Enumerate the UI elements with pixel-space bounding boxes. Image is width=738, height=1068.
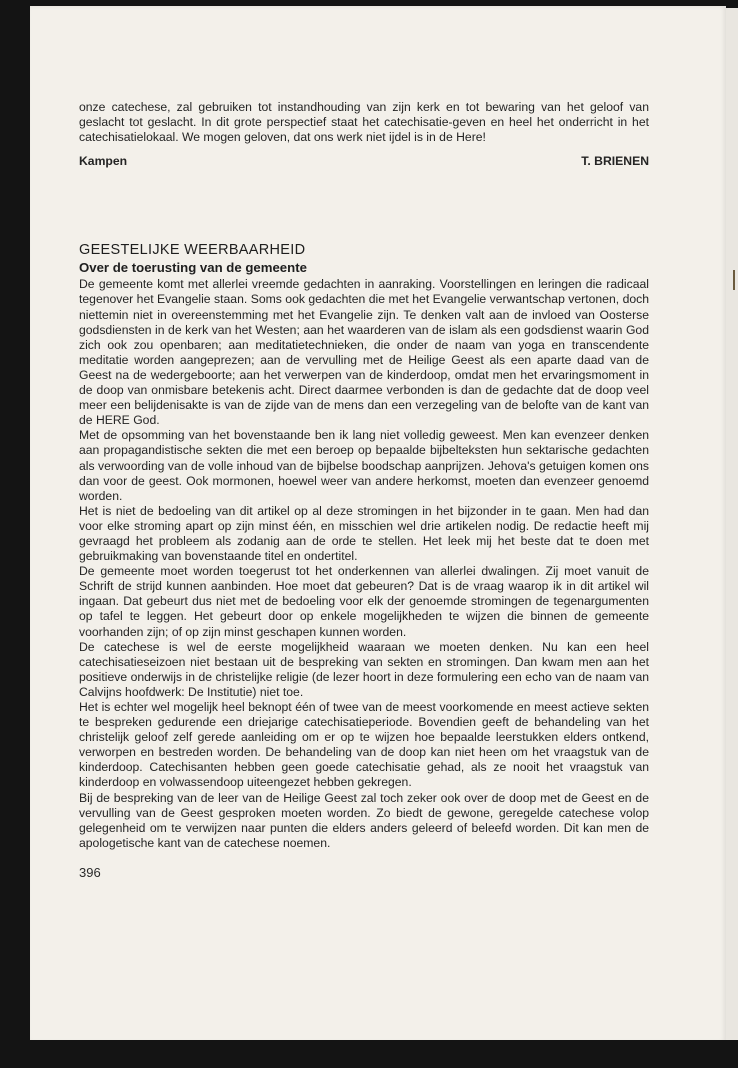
article-title: GEESTELIJKE WEERBAARHEID bbox=[79, 242, 306, 259]
signature-author: T. BRIENEN bbox=[581, 154, 649, 169]
paragraph-5: De catechese is wel de eerste mogelijkheid waaraan we moeten denken. Nu kan een heel catechisatieseizoen niet bestaan uit de bespreking van sekten en stromingen. Dan kwam men aan het positieve onderwijs in de christelijke religie (de lezer hoort in deze formulering een echo van de naam van Calvijns hoofdwerk: De Institutie) niet toe. bbox=[79, 639, 649, 699]
previous-article-closing: onze catechese, zal gebruiken tot instandhouding van zijn kerk en tot bewaring van het geloof van geslacht tot geslacht. In dit grote perspectief staat het catechisatie-geven en heel het onderricht in het catechisatielokaal. We mogen geloven, dat ons werk niet ijdel is in de Here! bbox=[79, 100, 649, 145]
signature-line bbox=[79, 154, 649, 169]
paragraph-6: Het is echter wel mogelijk heel beknopt één of twee van de meest voorkomende en meest actieve sekten te bespreken gedurende een driejarige catechisatieperiode. Bovendien geeft de behandeling van het christelijk geloof zelf gerede aanleiding om er op te wijzen hoe bepaalde leerstukken elders ontkend, verworpen en bestreden worden. De behandeling van de doop kan niet heen om het vraagstuk van de kinderdoop. Catechisanten hebben geen goede catechisatie gehad, als ze nooit het vraagstuk van kinderdoop en volwassendoop uiteengezet hebben gekregen. bbox=[79, 700, 649, 790]
paragraph-1: De gemeente komt met allerlei vreemde gedachten in aanraking. Voorstellingen en leringen die radicaal tegenover het Evangelie staan. Soms ook gedachten die met het Evangelie verwantschap vertonen, doch niettemin niet in overeenstemming met het Evangelie zijn. Te denken valt aan de invloed van Oosterse godsdiensten in de kerk van het Westen; aan het waarderen van de islam als een godsdienst waarin God zich ook zou openbaren; aan meditatietechnieken, die onder de naam van yoga en transcendente meditatie worden aangeprezen; aan de vervulling met de Heilige Geest als een aparte daad van de Geest na de wedergeboorte; aan het verwerpen van de kinderdoop, omdat men het ervaringsmoment in de doop van onmisbare betekenis acht. Direct daarmee verbonden is dan de gedachte dat de doop veel meer een belijdenisakte is van de zijde van de mens dan een verzegeling van de belofte van de kant van de HERE God. bbox=[79, 277, 649, 428]
paragraph-4: De gemeente moet worden toegerust tot het onderkennen van allerlei dwalingen. Zij moet vanuit de Schrift de strijd kunnen aanbinden. Hoe moet dat gebeuren? Dat is de vraag waarop ik in dit artikel wil ingaan. Dat gebeurt dus niet met de bedoeling voor elk der genoemde stromingen de tegenargumenten op tafel te leggen. Het gebeurt door op enkele mogelijkheden te wijzen die binnen de gemeente voorhanden zijn; of op zijn minst geschapen kunnen worden. bbox=[79, 564, 649, 639]
scan-border-bottom bbox=[0, 1040, 738, 1068]
margin-mark bbox=[733, 270, 735, 290]
scan-border-left bbox=[0, 0, 30, 1068]
page-number: 396 bbox=[79, 864, 101, 880]
page-content bbox=[79, 100, 649, 880]
paragraph-2: Met de opsomming van het bovenstaande ben ik lang niet volledig geweest. Men kan evenzeer denken aan propagandistische sekten die met een beroep op bepaalde bijbelteksten hun sektarische gedachten als verwoording van de volle inhoud van de bijbelse boodschap aanprijzen. Jehova's getuigen komen ons dan voor de geest. Ook mormonen, hoewel weer van andere herkomst, moeten dan evenzeer genoemd worden. bbox=[79, 428, 649, 503]
article-subtitle: Over de toerusting van de gemeente bbox=[79, 260, 307, 276]
paragraph-3: Het is niet de bedoeling van dit artikel op al deze stromingen in het bijzonder in te gaan. Men had dan voor elke stroming apart op zijn minst één, en misschien wel drie artikelen nodig. De redactie heeft mij gevraagd het probleem als zodanig aan de orde te stellen. Het leek mij het beste dat te doen met gebruikmaking van bovenstaande titel en ondertitel. bbox=[79, 503, 649, 564]
signature-place: Kampen bbox=[79, 154, 128, 169]
paragraph-7: Bij de bespreking van de leer van de Heilige Geest zal toch zeker ook over de doop met de Geest en de vervulling van de Geest gesproken moeten worden. Zo biedt de gewone, geregelde catechese volop gelegenheid om te verwijzen naar punten die elders anders geleerd of beleefd worden. Dit kan men de apologetische kant van de catechese noemen. bbox=[79, 790, 649, 850]
